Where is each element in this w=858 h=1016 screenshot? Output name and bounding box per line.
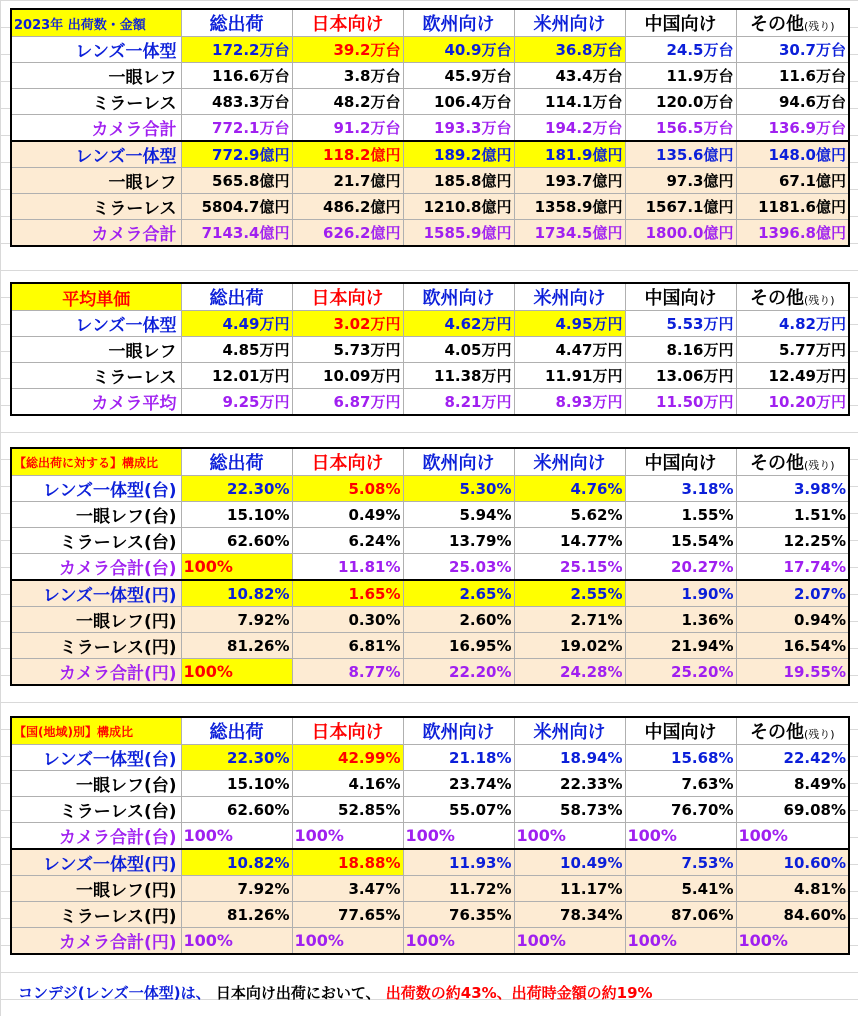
- table-cell: 120.0万台: [625, 89, 736, 115]
- column-header: 欧州向け: [403, 717, 514, 745]
- table-cell: 100%: [181, 928, 292, 955]
- table-cell: 1.65%: [292, 580, 403, 607]
- table-cell: 3.8万台: [292, 63, 403, 89]
- table-cell: 772.9億円: [181, 141, 292, 168]
- column-header: 総出荷: [181, 448, 292, 476]
- note-highlight: 出荷数の約43%、出荷時金額の約19%: [385, 984, 653, 1002]
- table-cell: 100%: [181, 554, 292, 581]
- table-cell: 30.7万台: [736, 37, 849, 63]
- share-by-region-table: [10, 716, 850, 955]
- table-cell: 11.17%: [514, 876, 625, 902]
- table-row: [11, 389, 849, 416]
- column-header: 総出荷: [181, 283, 292, 311]
- column-header: その他(残り): [736, 283, 849, 311]
- table-cell: 94.6万台: [736, 89, 849, 115]
- header-row: [11, 9, 849, 37]
- table-cell: 21.94%: [625, 633, 736, 659]
- column-header: 米州向け: [514, 448, 625, 476]
- table-cell: 1210.8億円: [403, 194, 514, 220]
- table-cell: 565.8億円: [181, 168, 292, 194]
- table-cell: 1358.9億円: [514, 194, 625, 220]
- table-cell: 4.05万円: [403, 337, 514, 363]
- column-header: 中国向け: [625, 283, 736, 311]
- table-cell: 11.38万円: [403, 363, 514, 389]
- table-cell: 18.88%: [292, 849, 403, 876]
- table-row: [11, 554, 849, 581]
- row-label: ミラーレス: [11, 89, 181, 115]
- table-cell: 100%: [181, 823, 292, 850]
- table-cell: 62.60%: [181, 797, 292, 823]
- table-cell: 100%: [514, 823, 625, 850]
- table-cell: 22.30%: [181, 476, 292, 502]
- table-cell: 91.2万台: [292, 115, 403, 142]
- table-cell: 2.60%: [403, 607, 514, 633]
- table-cell: 12.01万円: [181, 363, 292, 389]
- table-cell: 4.47万円: [514, 337, 625, 363]
- table-cell: 6.87万円: [292, 389, 403, 416]
- column-header: 日本向け: [292, 283, 403, 311]
- table-cell: 5.77万円: [736, 337, 849, 363]
- table-cell: 14.77%: [514, 528, 625, 554]
- column-header: 米州向け: [514, 283, 625, 311]
- table-cell: 3.18%: [625, 476, 736, 502]
- table-cell: 19.55%: [736, 659, 849, 686]
- average-price-table: [10, 282, 850, 416]
- table-cell: 100%: [403, 823, 514, 850]
- table-row: [11, 311, 849, 337]
- table-cell: 10.20万円: [736, 389, 849, 416]
- column-header: 総出荷: [181, 717, 292, 745]
- section-title: 2023年 出荷数・金額: [11, 9, 181, 37]
- row-label: 一眼レフ(台): [11, 771, 181, 797]
- table-cell: 4.85万円: [181, 337, 292, 363]
- table-row: [11, 476, 849, 502]
- table-cell: 7.92%: [181, 607, 292, 633]
- table-row: [11, 659, 849, 686]
- table-cell: 1.36%: [625, 607, 736, 633]
- table-cell: 76.35%: [403, 902, 514, 928]
- table-row: [11, 63, 849, 89]
- table-cell: 135.6億円: [625, 141, 736, 168]
- col-total: 総出荷: [181, 9, 292, 37]
- table-cell: 18.94%: [514, 745, 625, 771]
- table-cell: 5.08%: [292, 476, 403, 502]
- table-cell: 9.25万円: [181, 389, 292, 416]
- table-cell: 1.51%: [736, 502, 849, 528]
- table-cell: 4.62万円: [403, 311, 514, 337]
- table-cell: 16.54%: [736, 633, 849, 659]
- table-row: [11, 168, 849, 194]
- table-row: [11, 502, 849, 528]
- table-cell: 5.94%: [403, 502, 514, 528]
- table-cell: 52.85%: [292, 797, 403, 823]
- table-cell: 8.93万円: [514, 389, 625, 416]
- table-cell: 78.34%: [514, 902, 625, 928]
- table-cell: 3.98%: [736, 476, 849, 502]
- table-cell: 23.74%: [403, 771, 514, 797]
- table-cell: 12.25%: [736, 528, 849, 554]
- table-row: [11, 823, 849, 850]
- table-cell: 5.30%: [403, 476, 514, 502]
- table-row: [11, 902, 849, 928]
- table-cell: 10.82%: [181, 849, 292, 876]
- table-cell: 10.49%: [514, 849, 625, 876]
- table-cell: 4.76%: [514, 476, 625, 502]
- table-cell: 193.7億円: [514, 168, 625, 194]
- note-context: 日本向け出荷において、: [215, 984, 381, 1002]
- table-row: [11, 928, 849, 955]
- table-cell: 22.30%: [181, 745, 292, 771]
- table-cell: 76.70%: [625, 797, 736, 823]
- table-cell: 45.9万台: [403, 63, 514, 89]
- row-label: カメラ合計(円): [11, 928, 181, 955]
- table-cell: 100%: [625, 823, 736, 850]
- table-cell: 15.54%: [625, 528, 736, 554]
- table-row: [11, 633, 849, 659]
- table-row: [11, 89, 849, 115]
- table-row: [11, 194, 849, 220]
- table-cell: 62.60%: [181, 528, 292, 554]
- table-cell: 0.94%: [736, 607, 849, 633]
- col-europe: 欧州向け: [403, 9, 514, 37]
- table-row: [11, 363, 849, 389]
- table-cell: 486.2億円: [292, 194, 403, 220]
- table-cell: 0.49%: [292, 502, 403, 528]
- table-cell: 11.50万円: [625, 389, 736, 416]
- table-row: [11, 528, 849, 554]
- column-header: 米州向け: [514, 717, 625, 745]
- table-cell: 194.2万台: [514, 115, 625, 142]
- table-cell: 193.3万台: [403, 115, 514, 142]
- table-cell: 185.8億円: [403, 168, 514, 194]
- header-row: [11, 283, 849, 311]
- shipment-table: [10, 8, 850, 247]
- table-row: [11, 797, 849, 823]
- table-cell: 189.2億円: [403, 141, 514, 168]
- table-cell: 7143.4億円: [181, 220, 292, 247]
- row-label: カメラ合計(台): [11, 554, 181, 581]
- table-cell: 48.2万台: [292, 89, 403, 115]
- table-cell: 3.47%: [292, 876, 403, 902]
- table-row: [11, 220, 849, 247]
- table-cell: 4.95万円: [514, 311, 625, 337]
- table-cell: 42.99%: [292, 745, 403, 771]
- table-cell: 1734.5億円: [514, 220, 625, 247]
- table-row: [11, 337, 849, 363]
- table-cell: 13.79%: [403, 528, 514, 554]
- table-cell: 1.90%: [625, 580, 736, 607]
- table-cell: 13.06万円: [625, 363, 736, 389]
- table-cell: 172.2万台: [181, 37, 292, 63]
- table-cell: 84.60%: [736, 902, 849, 928]
- header-row: [11, 717, 849, 745]
- table-cell: 81.26%: [181, 633, 292, 659]
- table-cell: 116.6万台: [181, 63, 292, 89]
- row-label: レンズ一体型: [11, 141, 181, 168]
- table-cell: 8.77%: [292, 659, 403, 686]
- table-cell: 2.65%: [403, 580, 514, 607]
- table-cell: 81.26%: [181, 902, 292, 928]
- table-cell: 15.10%: [181, 502, 292, 528]
- table-cell: 10.09万円: [292, 363, 403, 389]
- note-subject: コンデジ(レンズ一体型)は、: [18, 984, 211, 1002]
- table-cell: 0.30%: [292, 607, 403, 633]
- table-cell: 10.82%: [181, 580, 292, 607]
- share-of-total-table: [10, 447, 850, 686]
- table-cell: 1800.0億円: [625, 220, 736, 247]
- header-row: [11, 448, 849, 476]
- table-row: [11, 876, 849, 902]
- table-cell: 22.42%: [736, 745, 849, 771]
- table-cell: 156.5万台: [625, 115, 736, 142]
- row-label: 一眼レフ: [11, 168, 181, 194]
- table-cell: 106.4万台: [403, 89, 514, 115]
- row-label: レンズ一体型(台): [11, 745, 181, 771]
- table-cell: 3.02万円: [292, 311, 403, 337]
- table-cell: 87.06%: [625, 902, 736, 928]
- row-label: ミラーレス(台): [11, 797, 181, 823]
- column-header: 中国向け: [625, 717, 736, 745]
- table-row: [11, 580, 849, 607]
- table-row: [11, 115, 849, 142]
- row-label: カメラ合計: [11, 220, 181, 247]
- table-cell: 100%: [403, 928, 514, 955]
- section-title: 【国(地域)別】構成比: [11, 717, 181, 745]
- table-cell: 39.2万台: [292, 37, 403, 63]
- table-cell: 136.9万台: [736, 115, 849, 142]
- table-cell: 772.1万台: [181, 115, 292, 142]
- table-cell: 5.62%: [514, 502, 625, 528]
- table-cell: 67.1億円: [736, 168, 849, 194]
- table-cell: 5.53万円: [625, 311, 736, 337]
- table-cell: 118.2億円: [292, 141, 403, 168]
- table-cell: 11.9万台: [625, 63, 736, 89]
- table-cell: 69.08%: [736, 797, 849, 823]
- table-cell: 25.15%: [514, 554, 625, 581]
- table-cell: 77.65%: [292, 902, 403, 928]
- table-cell: 20.27%: [625, 554, 736, 581]
- table-cell: 8.21万円: [403, 389, 514, 416]
- table-cell: 11.72%: [403, 876, 514, 902]
- table-cell: 97.3億円: [625, 168, 736, 194]
- table-cell: 16.95%: [403, 633, 514, 659]
- table-cell: 7.92%: [181, 876, 292, 902]
- table-cell: 22.20%: [403, 659, 514, 686]
- table-cell: 1396.8億円: [736, 220, 849, 247]
- table-cell: 15.68%: [625, 745, 736, 771]
- table-cell: 24.28%: [514, 659, 625, 686]
- row-label: レンズ一体型: [11, 311, 181, 337]
- table-cell: 100%: [625, 928, 736, 955]
- table-cell: 100%: [514, 928, 625, 955]
- row-label: 一眼レフ: [11, 337, 181, 363]
- table-cell: 58.73%: [514, 797, 625, 823]
- table-cell: 483.3万台: [181, 89, 292, 115]
- table-cell: 100%: [181, 659, 292, 686]
- table-cell: 11.6万台: [736, 63, 849, 89]
- column-header: その他(残り): [736, 717, 849, 745]
- table-cell: 4.16%: [292, 771, 403, 797]
- section-title: 【総出荷に対する】構成比: [11, 448, 181, 476]
- table-row: [11, 771, 849, 797]
- table-cell: 148.0億円: [736, 141, 849, 168]
- table-cell: 100%: [736, 823, 849, 850]
- table-cell: 17.74%: [736, 554, 849, 581]
- table-cell: 8.16万円: [625, 337, 736, 363]
- summary-note: [18, 982, 848, 1003]
- table-cell: 5.73万円: [292, 337, 403, 363]
- row-label: ミラーレス(台): [11, 528, 181, 554]
- table-cell: 22.33%: [514, 771, 625, 797]
- table-cell: 2.07%: [736, 580, 849, 607]
- table-cell: 100%: [292, 928, 403, 955]
- table-row: [11, 37, 849, 63]
- table-cell: 24.5万台: [625, 37, 736, 63]
- column-header: 欧州向け: [403, 448, 514, 476]
- table-cell: 11.81%: [292, 554, 403, 581]
- table-cell: 5804.7億円: [181, 194, 292, 220]
- table-cell: 15.10%: [181, 771, 292, 797]
- table-cell: 1567.1億円: [625, 194, 736, 220]
- table-cell: 5.41%: [625, 876, 736, 902]
- row-label: ミラーレス(円): [11, 902, 181, 928]
- table-cell: 6.81%: [292, 633, 403, 659]
- col-americas: 米州向け: [514, 9, 625, 37]
- column-header: 日本向け: [292, 448, 403, 476]
- row-label: 一眼レフ(円): [11, 607, 181, 633]
- table-cell: 40.9万台: [403, 37, 514, 63]
- row-label: 一眼レフ: [11, 63, 181, 89]
- row-label: カメラ合計(円): [11, 659, 181, 686]
- row-label: 一眼レフ(台): [11, 502, 181, 528]
- table-row: [11, 607, 849, 633]
- table-cell: 1181.6億円: [736, 194, 849, 220]
- column-header: 欧州向け: [403, 283, 514, 311]
- table-cell: 43.4万台: [514, 63, 625, 89]
- table-cell: 25.03%: [403, 554, 514, 581]
- table-cell: 2.55%: [514, 580, 625, 607]
- table-cell: 181.9億円: [514, 141, 625, 168]
- table-cell: 1.55%: [625, 502, 736, 528]
- col-china: 中国向け: [625, 9, 736, 37]
- table-cell: 11.91万円: [514, 363, 625, 389]
- col-other: その他(残り): [736, 9, 849, 37]
- table-cell: 10.60%: [736, 849, 849, 876]
- table-cell: 25.20%: [625, 659, 736, 686]
- table-cell: 11.93%: [403, 849, 514, 876]
- column-header: その他(残り): [736, 448, 849, 476]
- table-cell: 6.24%: [292, 528, 403, 554]
- table-cell: 55.07%: [403, 797, 514, 823]
- table-cell: 4.49万円: [181, 311, 292, 337]
- table-cell: 1585.9億円: [403, 220, 514, 247]
- row-label: ミラーレス: [11, 363, 181, 389]
- table-row: [11, 141, 849, 168]
- table-cell: 21.18%: [403, 745, 514, 771]
- table-cell: 19.02%: [514, 633, 625, 659]
- row-label: レンズ一体型(円): [11, 580, 181, 607]
- table-row: [11, 849, 849, 876]
- table-cell: 7.53%: [625, 849, 736, 876]
- column-header: 日本向け: [292, 717, 403, 745]
- table-cell: 4.81%: [736, 876, 849, 902]
- column-header: 中国向け: [625, 448, 736, 476]
- table-cell: 114.1万台: [514, 89, 625, 115]
- table-cell: 626.2億円: [292, 220, 403, 247]
- table-cell: 12.49万円: [736, 363, 849, 389]
- table-cell: 100%: [736, 928, 849, 955]
- table-row: [11, 745, 849, 771]
- table-cell: 2.71%: [514, 607, 625, 633]
- table-cell: 100%: [292, 823, 403, 850]
- row-label: ミラーレス(円): [11, 633, 181, 659]
- table-cell: 4.82万円: [736, 311, 849, 337]
- row-label: ミラーレス: [11, 194, 181, 220]
- row-label: カメラ合計: [11, 115, 181, 142]
- table-cell: 21.7億円: [292, 168, 403, 194]
- row-label: レンズ一体型(円): [11, 849, 181, 876]
- row-label: カメラ平均: [11, 389, 181, 416]
- row-label: レンズ一体型(台): [11, 476, 181, 502]
- table-cell: 36.8万台: [514, 37, 625, 63]
- table-cell: 7.63%: [625, 771, 736, 797]
- section-title: 平均単価: [11, 283, 181, 311]
- row-label: レンズ一体型: [11, 37, 181, 63]
- row-label: 一眼レフ(円): [11, 876, 181, 902]
- table-cell: 8.49%: [736, 771, 849, 797]
- col-japan: 日本向け: [292, 9, 403, 37]
- row-label: カメラ合計(台): [11, 823, 181, 850]
